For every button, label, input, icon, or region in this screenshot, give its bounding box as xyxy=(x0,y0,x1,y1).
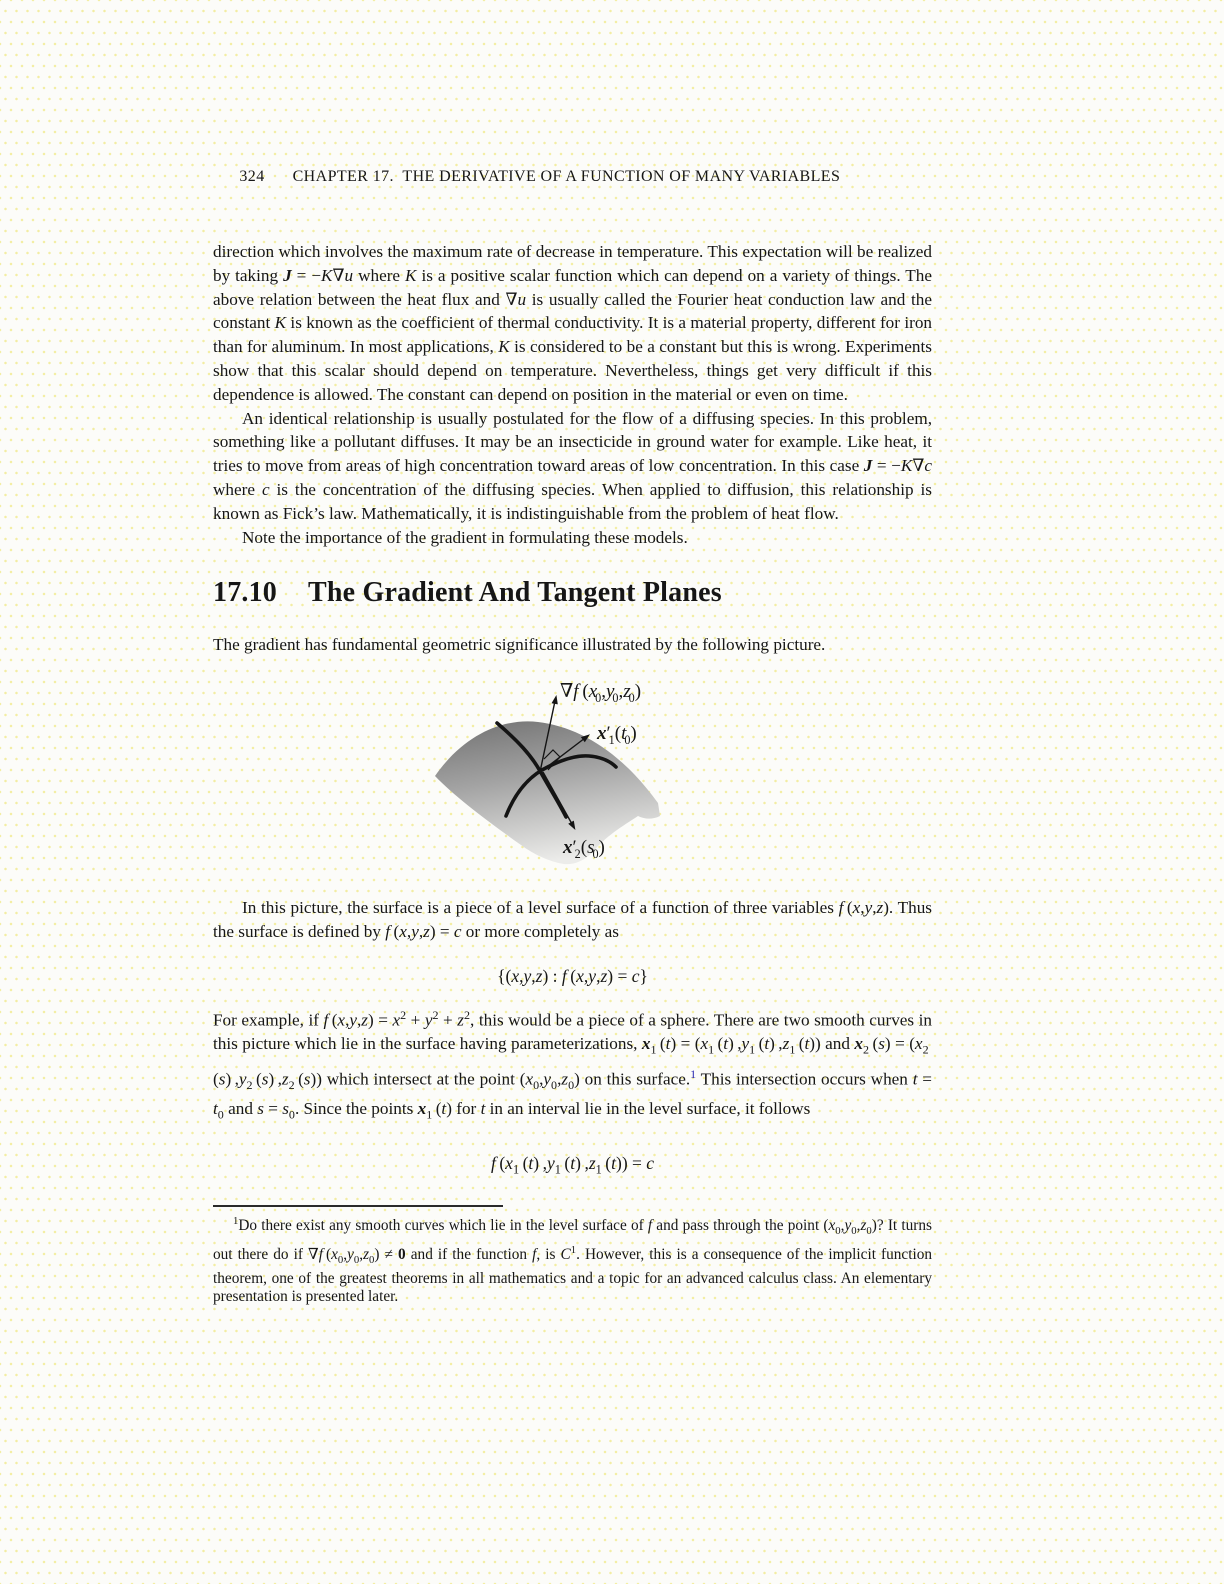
figure-label-x1-tangent: $x'_1(t_0)$ xyxy=(597,723,637,747)
level-surface-figure xyxy=(430,673,770,873)
paragraph-sphere-example: For example, if f $(x,y,z) = x^2 + y^2 + z^2$, this would be a piece of a sphere. There are two smooth curves in this picture which lie in the surface having parameterizations, $x_1$ $(t) = (x_1$ (t) $,y_1$ (t) $,z_1$ (t)) and $x_2$ $(s) = (x_2$ (s) $,y_2$ (s) $,z_2$ (s)) which intersect at the point $(x_0,y_0,z_0)$ on this surface.$^1$ This intersection occurs when $t = t_0$ and $s = s_0$. Since the points $x_1$ (t) for t in an interval lie in the level surface, it follows xyxy=(213,1007,933,1122)
paragraph-heat-conduction: direction which involves the maximum rate of decrease in temperature. This expectation will be realized by taking J = −K∇u where K is a positive scalar function which can depend on a variety of things. The above relation between the heat flux and ∇u is usually called the Fourier heat conduction law and the constant K is known as the coefficient of thermal conductivity. It is a material property, different for iron than for aluminum. In most applications, K is considered to be a constant but this is wrong. Experiments show that this scalar should depend on temperature. Nevertheless, things get very difficult if this dependence is allowed. The constant can depend on position in the material or even on time. xyxy=(213,242,933,404)
equation-curve-in-surface: f ($x_1$ (t) $,y_1$ (t) $,z_1$ (t)) = c xyxy=(490,1152,655,1177)
equation-level-set: {(x,y,z) : f (x,y,z) = c} xyxy=(497,965,648,986)
section-heading xyxy=(213,576,932,610)
running-head xyxy=(213,150,932,204)
figure-label-gradient: ∇f $(x_0,y_0,z_0)$ xyxy=(560,681,642,705)
footnote-rule xyxy=(213,1205,503,1207)
page-content xyxy=(213,150,932,1307)
footnote-text: $^1$Do there exist any smooth curves which lie in the level surface of f and pass through the point $(x_0,y_0,z_0)$? It turns out there do if ∇f $(x_0,y_0,z_0) \ne 0$ and if the function f, is $C^1$. However, this is a consequence of the implicit function theorem, one of the greatest theorems in all mathematics and a topic for an advanced calculus class. An elementary presentation is presented later. xyxy=(213,1215,932,1306)
paragraph-note-gradient: Note the importance of the gradient in formulating these models. xyxy=(242,527,688,547)
page-number: 324 xyxy=(239,168,265,185)
figure-label-x2-tangent: $x'_2(s_0)$ xyxy=(563,837,605,861)
paragraph-level-surface: In this picture, the surface is a piece of a level surface of a function of three variables f (x,y,z). Thus the surface is defined by f (x,y,z) = c or more completely as xyxy=(213,898,932,941)
running-chapter-title: CHAPTER 17. THE DERIVATIVE OF A FUNCTION OF MANY VARIABLES xyxy=(292,168,841,185)
paragraph-diffusion: An identical relationship is usually postulated for the flow of a diffusing species. In this problem, something like a pollutant diffuses. It may be an insecticide in ground water for example. Like heat, it tries to move from areas of high concentration toward areas of low concentration. In this case J = −K∇c where c is the concentration of the diffusing species. When applied to diffusion, this relationship is known as Fick’s law. Mathematically, it is indistinguishable from the problem of heat flow. xyxy=(213,408,932,523)
section-title: The Gradient And Tangent Planes xyxy=(308,577,722,609)
section-number: 17.10 xyxy=(213,577,277,609)
gradient-arrowhead xyxy=(552,695,558,704)
paragraph-figure-intro: The gradient has fundamental geometric significance illustrated by the following picture. xyxy=(213,635,826,655)
